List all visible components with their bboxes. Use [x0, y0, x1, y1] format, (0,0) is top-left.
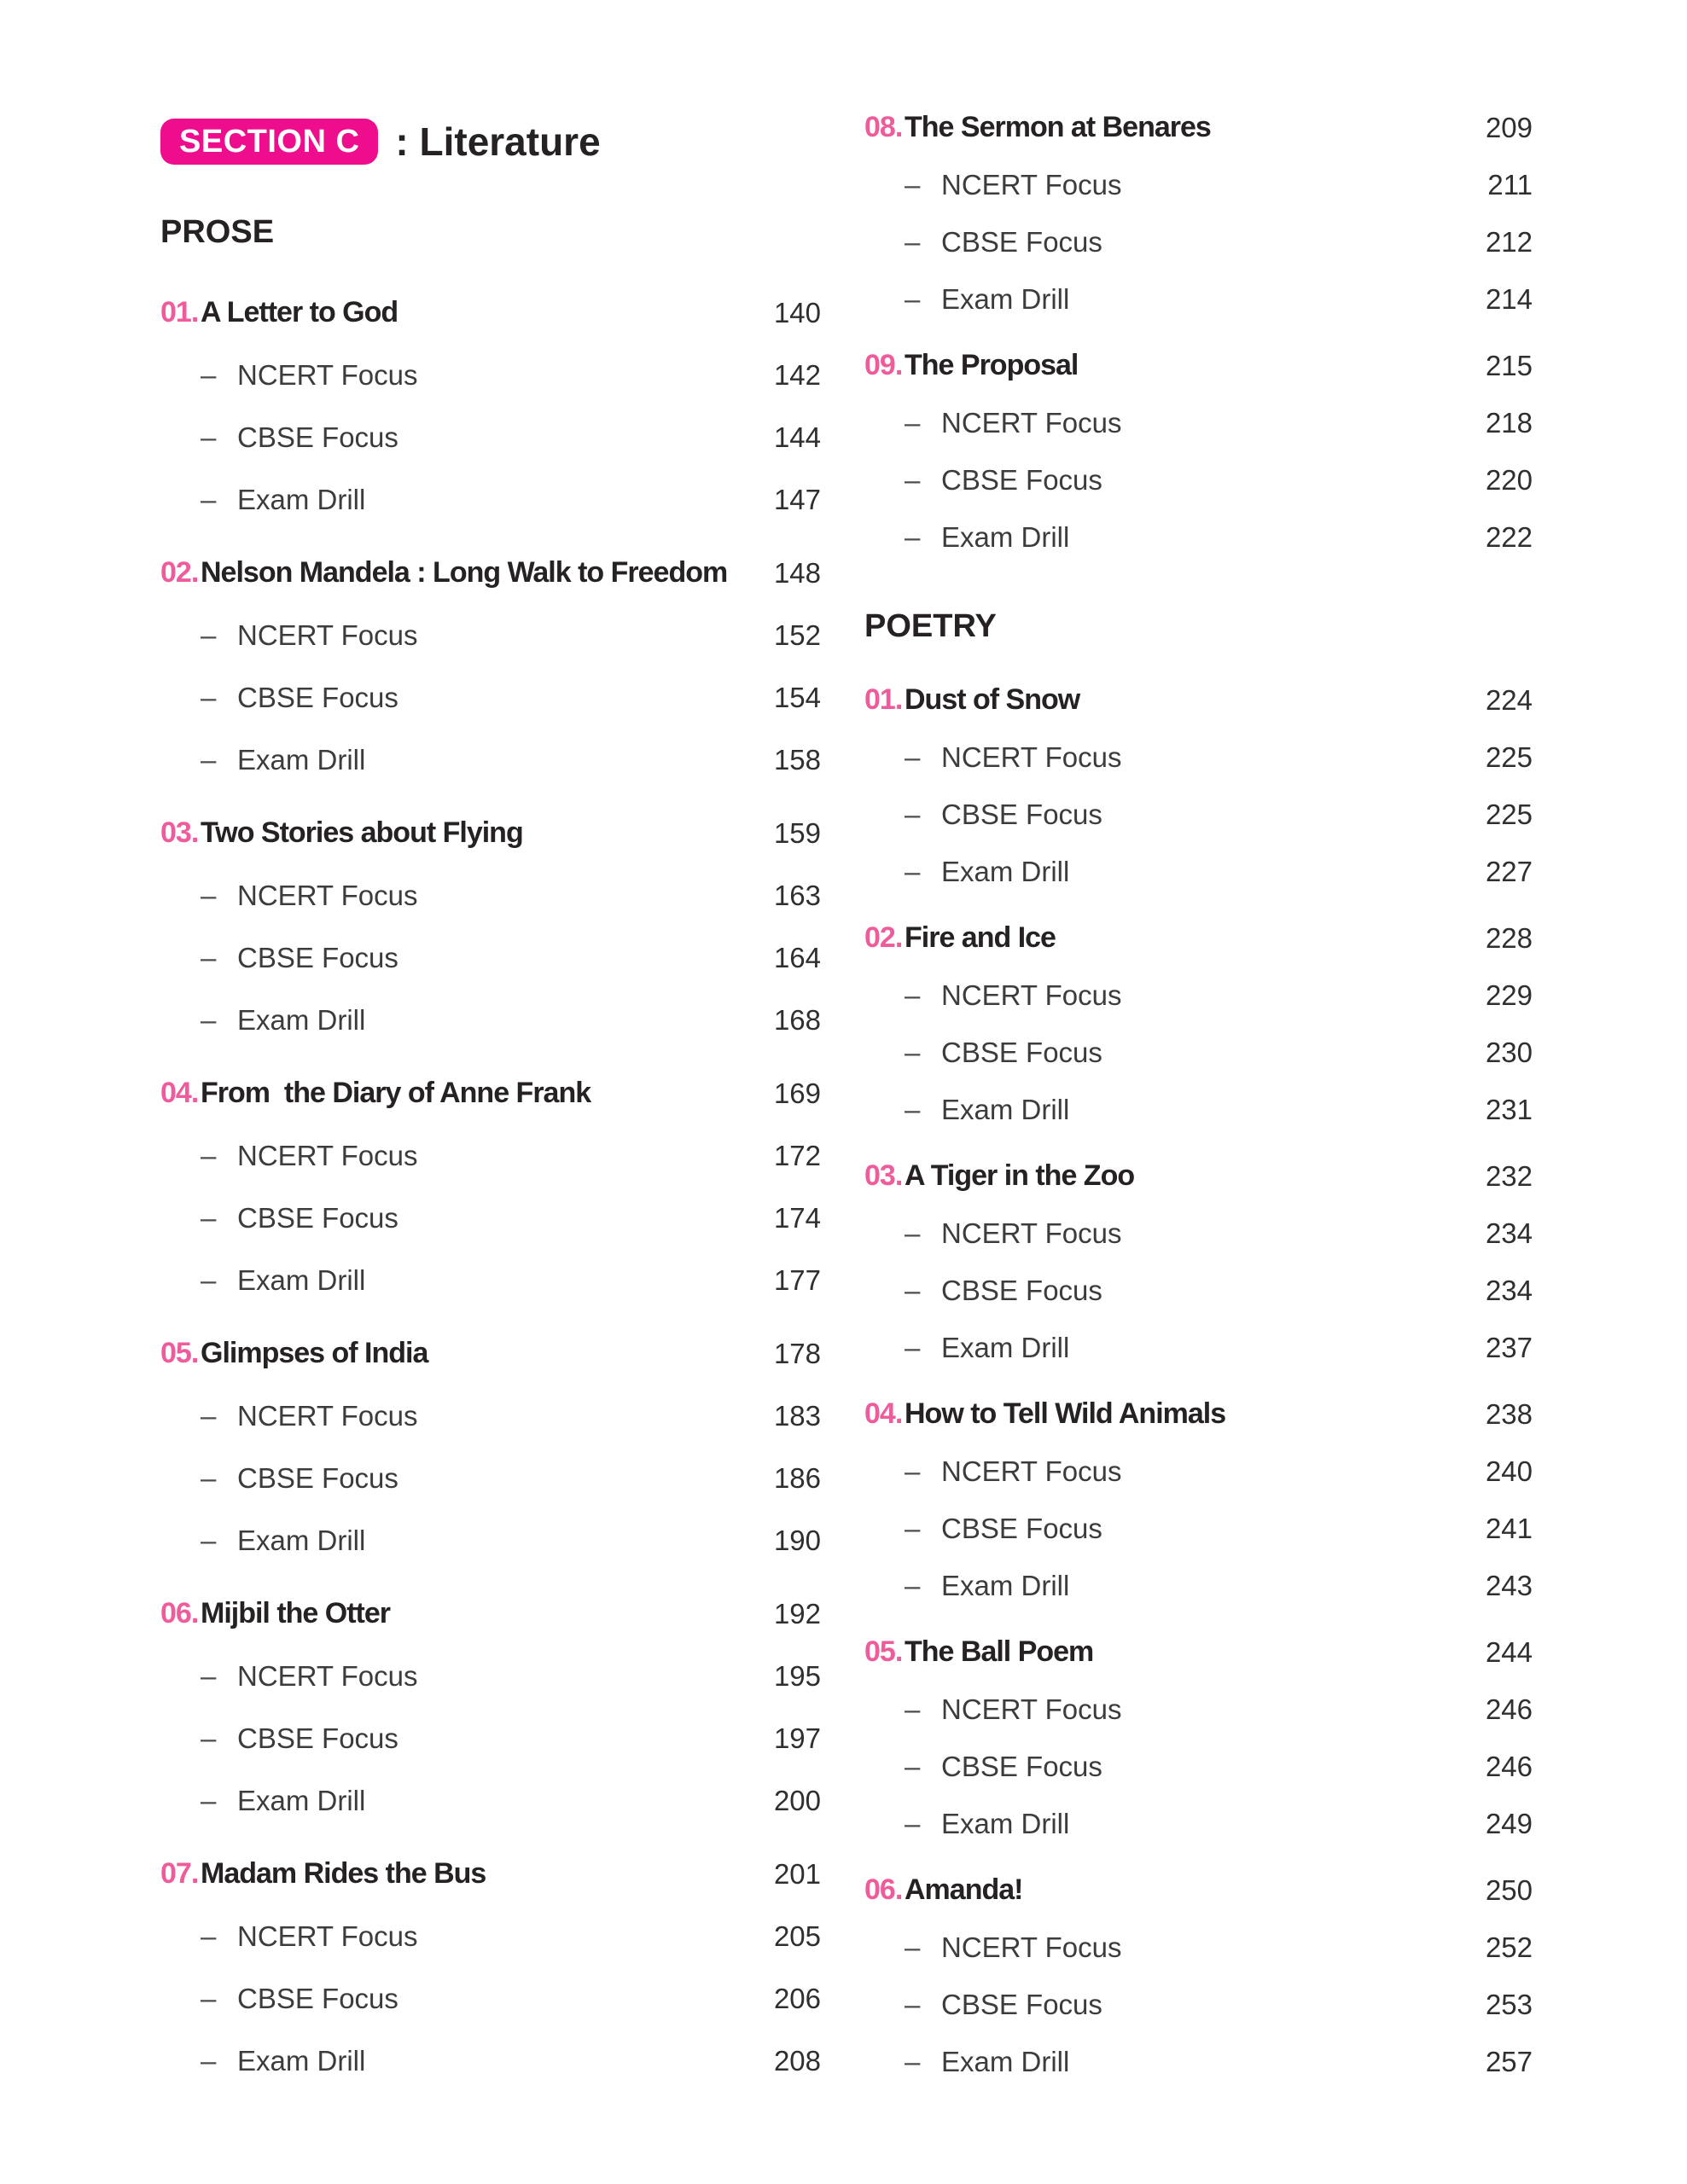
sub-row — [864, 1081, 1533, 1138]
dash-glyph: – — [201, 879, 217, 911]
page-number: 200 — [773, 1784, 821, 1816]
sub-label: CBSE Focus — [237, 1722, 398, 1754]
chapter-number: 04. — [864, 1397, 903, 1430]
sub-row — [160, 406, 821, 468]
section-heading: POETRY — [864, 608, 997, 644]
sub-row — [864, 1443, 1533, 1500]
sub-row — [160, 864, 821, 926]
chapter-row — [864, 1862, 1533, 1919]
page-number: 154 — [773, 681, 821, 713]
dash-glyph: – — [201, 1722, 217, 1754]
sub-label: CBSE Focus — [237, 941, 398, 973]
page-number: 172 — [773, 1139, 821, 1171]
sub-row — [864, 1738, 1533, 1795]
dash-glyph: – — [905, 1093, 921, 1125]
dash-glyph: – — [905, 520, 921, 553]
dash-glyph: – — [201, 1982, 217, 2014]
dash-glyph: – — [201, 1139, 217, 1171]
sub-row — [864, 156, 1533, 213]
sub-label: NCERT Focus — [941, 168, 1122, 200]
sub-label: NCERT Focus — [237, 1399, 418, 1432]
chapter-row — [160, 1843, 821, 1905]
sub-label: CBSE Focus — [237, 1982, 398, 2014]
page-number: 212 — [1485, 225, 1533, 258]
page-number: 201 — [773, 1857, 821, 1890]
page-number: 174 — [773, 1201, 821, 1234]
page-number: 250 — [1485, 1873, 1533, 1906]
page-number: 228 — [1485, 921, 1533, 954]
sub-label: CBSE Focus — [941, 1988, 1102, 2020]
page-number: 168 — [773, 1003, 821, 1036]
sub-row — [864, 1919, 1533, 1976]
sub-row — [864, 786, 1533, 843]
chapter-title: Fire and Ice — [905, 921, 1056, 954]
sub-label: CBSE Focus — [941, 1036, 1102, 1068]
chapter-number: 04. — [160, 1077, 199, 1109]
sub-label: Exam Drill — [941, 520, 1070, 553]
chapter-number: 08. — [864, 111, 903, 143]
dash-glyph: – — [201, 1263, 217, 1296]
dash-glyph: – — [905, 855, 921, 887]
page-title: : Literature — [395, 119, 601, 164]
page-number: 224 — [1485, 683, 1533, 716]
dash-glyph: – — [905, 798, 921, 830]
page-number: 234 — [1485, 1274, 1533, 1306]
chapter-row — [864, 1385, 1533, 1443]
page-number: 147 — [773, 483, 821, 515]
page-number: 227 — [1485, 855, 1533, 887]
sub-row — [864, 1557, 1533, 1614]
sub-row — [160, 926, 821, 989]
chapter-row — [864, 337, 1533, 394]
chapter-row — [864, 909, 1533, 967]
sub-label: Exam Drill — [237, 483, 366, 515]
sub-row — [160, 468, 821, 531]
page-number: 140 — [773, 296, 821, 328]
page-number: 186 — [773, 1461, 821, 1494]
sub-row — [864, 1795, 1533, 1852]
toc-column-right — [864, 90, 1533, 2090]
sub-row — [160, 666, 821, 729]
sub-label: Exam Drill — [941, 1569, 1070, 1601]
page-number: 178 — [773, 1337, 821, 1369]
chapter-number: 02. — [160, 556, 199, 589]
dash-glyph: – — [905, 225, 921, 258]
chapter-title: From the Diary of Anne Frank — [201, 1077, 591, 1109]
chapter-number: 05. — [160, 1337, 199, 1369]
dash-glyph: – — [201, 2044, 217, 2077]
page-number: 249 — [1485, 1807, 1533, 1839]
sub-label: NCERT Focus — [941, 979, 1122, 1011]
page-number: 211 — [1487, 168, 1533, 200]
sub-row — [160, 1769, 821, 1832]
page-number: 230 — [1485, 1036, 1533, 1068]
page-number: 215 — [1485, 349, 1533, 381]
page-number: 164 — [773, 941, 821, 973]
page-number: 214 — [1485, 282, 1533, 315]
dash-glyph: – — [905, 1988, 921, 2020]
section-heading: PROSE — [160, 214, 275, 250]
page-header — [160, 119, 601, 165]
sub-label: Exam Drill — [237, 1263, 366, 1296]
page-number: 169 — [773, 1077, 821, 1109]
sub-label: NCERT Focus — [237, 1659, 418, 1692]
sub-label: NCERT Focus — [941, 1931, 1122, 1963]
page-number: 225 — [1485, 741, 1533, 773]
sub-row — [160, 1249, 821, 1311]
sub-label: CBSE Focus — [941, 1274, 1102, 1306]
sub-row — [160, 1905, 821, 1967]
chapter-row — [160, 1322, 821, 1385]
page-number: 246 — [1485, 1693, 1533, 1725]
sub-label: Exam Drill — [237, 743, 366, 775]
page-number: 208 — [773, 2044, 821, 2077]
sub-row — [864, 1024, 1533, 1081]
page-number: 197 — [773, 1722, 821, 1754]
toc-column-left — [160, 213, 821, 2092]
chapter-number: 03. — [160, 816, 199, 849]
sub-label: CBSE Focus — [941, 225, 1102, 258]
chapter-row — [160, 1062, 821, 1124]
sub-label: NCERT Focus — [941, 1217, 1122, 1249]
chapter-row — [864, 99, 1533, 156]
chapter-row — [160, 802, 821, 864]
dash-glyph: – — [905, 1036, 921, 1068]
chapter-title: Madam Rides the Bus — [201, 1857, 486, 1890]
dash-glyph: – — [905, 2045, 921, 2077]
chapter-title: Nelson Mandela : Long Walk to Freedom — [201, 556, 728, 589]
page-number: 238 — [1485, 1397, 1533, 1430]
chapter-number: 02. — [864, 921, 903, 954]
chapter-row — [864, 1147, 1533, 1205]
chapter-title: Amanda! — [905, 1873, 1023, 1906]
chapter-title: The Sermon at Benares — [905, 111, 1211, 143]
sub-label: NCERT Focus — [237, 619, 418, 651]
page-number: 218 — [1485, 406, 1533, 439]
dash-glyph: – — [905, 406, 921, 439]
dash-glyph: – — [905, 1274, 921, 1306]
page-number: 234 — [1485, 1217, 1533, 1249]
page-number: 190 — [773, 1524, 821, 1556]
sub-row — [160, 1447, 821, 1509]
dash-glyph: – — [201, 421, 217, 453]
chapter-number: 07. — [160, 1857, 199, 1890]
sub-label: NCERT Focus — [941, 1693, 1122, 1725]
sub-row — [864, 451, 1533, 508]
page-number: 158 — [773, 743, 821, 775]
page-number: 229 — [1485, 979, 1533, 1011]
sub-row — [864, 1500, 1533, 1557]
sub-row — [864, 729, 1533, 786]
sub-row — [864, 1976, 1533, 2033]
sub-row — [160, 1385, 821, 1447]
sub-label: Exam Drill — [941, 1093, 1070, 1125]
dash-glyph: – — [905, 1331, 921, 1363]
page-number: 206 — [773, 1982, 821, 2014]
chapter-row — [864, 1623, 1533, 1681]
dash-glyph: – — [201, 681, 217, 713]
sub-label: NCERT Focus — [237, 358, 418, 391]
dash-glyph: – — [905, 1931, 921, 1963]
chapter-row — [864, 671, 1533, 729]
sub-row — [864, 508, 1533, 566]
sub-label: CBSE Focus — [941, 1512, 1102, 1544]
chapter-title: A Letter to God — [201, 296, 398, 328]
page-number: 152 — [773, 619, 821, 651]
page-number: 163 — [773, 879, 821, 911]
dash-glyph: – — [905, 463, 921, 496]
dash-glyph: – — [201, 483, 217, 515]
sub-row — [160, 729, 821, 791]
sub-label: CBSE Focus — [941, 1750, 1102, 1782]
page-number: 244 — [1485, 1635, 1533, 1668]
dash-glyph: – — [201, 1461, 217, 1494]
dash-glyph: – — [201, 941, 217, 973]
dash-glyph: – — [905, 1807, 921, 1839]
sub-label: Exam Drill — [237, 2044, 366, 2077]
dash-glyph: – — [201, 619, 217, 651]
sub-row — [864, 270, 1533, 328]
page-number: 240 — [1485, 1455, 1533, 1487]
chapter-row — [160, 282, 821, 344]
sub-label: CBSE Focus — [237, 1461, 398, 1494]
sub-row — [864, 213, 1533, 270]
page-number: 232 — [1485, 1159, 1533, 1192]
page-number: 252 — [1485, 1931, 1533, 1963]
sub-label: CBSE Focus — [941, 463, 1102, 496]
dash-glyph: – — [201, 1659, 217, 1692]
chapter-title: The Ball Poem — [905, 1635, 1094, 1668]
chapter-title: Dust of Snow — [905, 683, 1080, 716]
dash-glyph: – — [201, 1201, 217, 1234]
sub-row — [864, 1681, 1533, 1738]
sub-row — [160, 1187, 821, 1249]
sub-row — [160, 1124, 821, 1187]
sub-label: Exam Drill — [941, 282, 1070, 315]
sub-row — [864, 843, 1533, 900]
sub-label: NCERT Focus — [237, 1920, 418, 1952]
chapter-number: 01. — [864, 683, 903, 716]
sub-label: NCERT Focus — [237, 1139, 418, 1171]
page-number: 148 — [773, 556, 821, 589]
section-badge: SECTION C — [160, 119, 378, 165]
dash-glyph: – — [201, 1920, 217, 1952]
sub-label: Exam Drill — [941, 1331, 1070, 1363]
chapter-title: The Proposal — [905, 349, 1079, 381]
sub-label: CBSE Focus — [941, 798, 1102, 830]
dash-glyph: – — [201, 358, 217, 391]
dash-glyph: – — [905, 1569, 921, 1601]
dash-glyph: – — [905, 1693, 921, 1725]
sub-label: CBSE Focus — [237, 421, 398, 453]
sub-row — [864, 1205, 1533, 1262]
sub-row — [160, 1509, 821, 1571]
sub-row — [160, 2030, 821, 2092]
sub-label: Exam Drill — [941, 1807, 1070, 1839]
page-number: 192 — [773, 1597, 821, 1629]
page-number: 159 — [773, 816, 821, 849]
sub-row — [864, 1262, 1533, 1319]
dash-glyph: – — [201, 1784, 217, 1816]
chapter-number: 06. — [864, 1873, 903, 1906]
page-number: 222 — [1485, 520, 1533, 553]
chapter-title: Glimpses of India — [201, 1337, 428, 1369]
dash-glyph: – — [201, 1003, 217, 1036]
page-number: 246 — [1485, 1750, 1533, 1782]
sub-label: NCERT Focus — [941, 1455, 1122, 1487]
page-number: 183 — [773, 1399, 821, 1432]
sub-label: Exam Drill — [237, 1784, 366, 1816]
sub-label: Exam Drill — [237, 1003, 366, 1036]
dash-glyph: – — [905, 979, 921, 1011]
sub-label: CBSE Focus — [237, 681, 398, 713]
sub-row — [160, 1707, 821, 1769]
dash-glyph: – — [905, 1455, 921, 1487]
sub-label: NCERT Focus — [941, 741, 1122, 773]
page-number: 142 — [773, 358, 821, 391]
dash-glyph: – — [905, 1750, 921, 1782]
page-number: 144 — [773, 421, 821, 453]
dash-glyph: – — [905, 741, 921, 773]
page-number: 177 — [773, 1263, 821, 1296]
dash-glyph: – — [201, 743, 217, 775]
chapter-number: 03. — [864, 1159, 903, 1192]
page-number: 225 — [1485, 798, 1533, 830]
dash-glyph: – — [905, 168, 921, 200]
dash-glyph: – — [201, 1524, 217, 1556]
sub-row — [864, 1319, 1533, 1376]
chapter-title: Mijbil the Otter — [201, 1597, 390, 1629]
chapter-number: 09. — [864, 349, 903, 381]
page-number: 243 — [1485, 1569, 1533, 1601]
sub-label: CBSE Focus — [237, 1201, 398, 1234]
page-number: 231 — [1485, 1093, 1533, 1125]
chapter-number: 06. — [160, 1597, 199, 1629]
chapter-row — [160, 1583, 821, 1645]
page-number: 220 — [1485, 463, 1533, 496]
page-number: 241 — [1485, 1512, 1533, 1544]
sub-label: Exam Drill — [237, 1524, 366, 1556]
page-number: 253 — [1485, 1988, 1533, 2020]
sub-label: NCERT Focus — [237, 879, 418, 911]
sub-row — [160, 1645, 821, 1707]
page-number: 209 — [1485, 111, 1533, 143]
chapter-number: 05. — [864, 1635, 903, 1668]
sub-label: Exam Drill — [941, 2045, 1070, 2077]
dash-glyph: – — [201, 1399, 217, 1432]
page-number: 237 — [1485, 1331, 1533, 1363]
sub-row — [160, 604, 821, 666]
sub-row — [864, 2033, 1533, 2090]
dash-glyph: – — [905, 282, 921, 315]
page-number: 205 — [773, 1920, 821, 1952]
sub-label: Exam Drill — [941, 855, 1070, 887]
sub-label: NCERT Focus — [941, 406, 1122, 439]
chapter-title: A Tiger in the Zoo — [905, 1159, 1135, 1192]
sub-row — [160, 989, 821, 1051]
page-number: 257 — [1485, 2045, 1533, 2077]
dash-glyph: – — [905, 1217, 921, 1249]
chapter-row — [160, 542, 821, 604]
sub-row — [160, 344, 821, 406]
chapter-title: How to Tell Wild Animals — [905, 1397, 1226, 1430]
chapter-title: Two Stories about Flying — [201, 816, 523, 849]
sub-row — [864, 394, 1533, 451]
chapter-number: 01. — [160, 296, 199, 328]
page-number: 195 — [773, 1659, 821, 1692]
dash-glyph: – — [905, 1512, 921, 1544]
sub-row — [160, 1967, 821, 2030]
sub-row — [864, 967, 1533, 1024]
